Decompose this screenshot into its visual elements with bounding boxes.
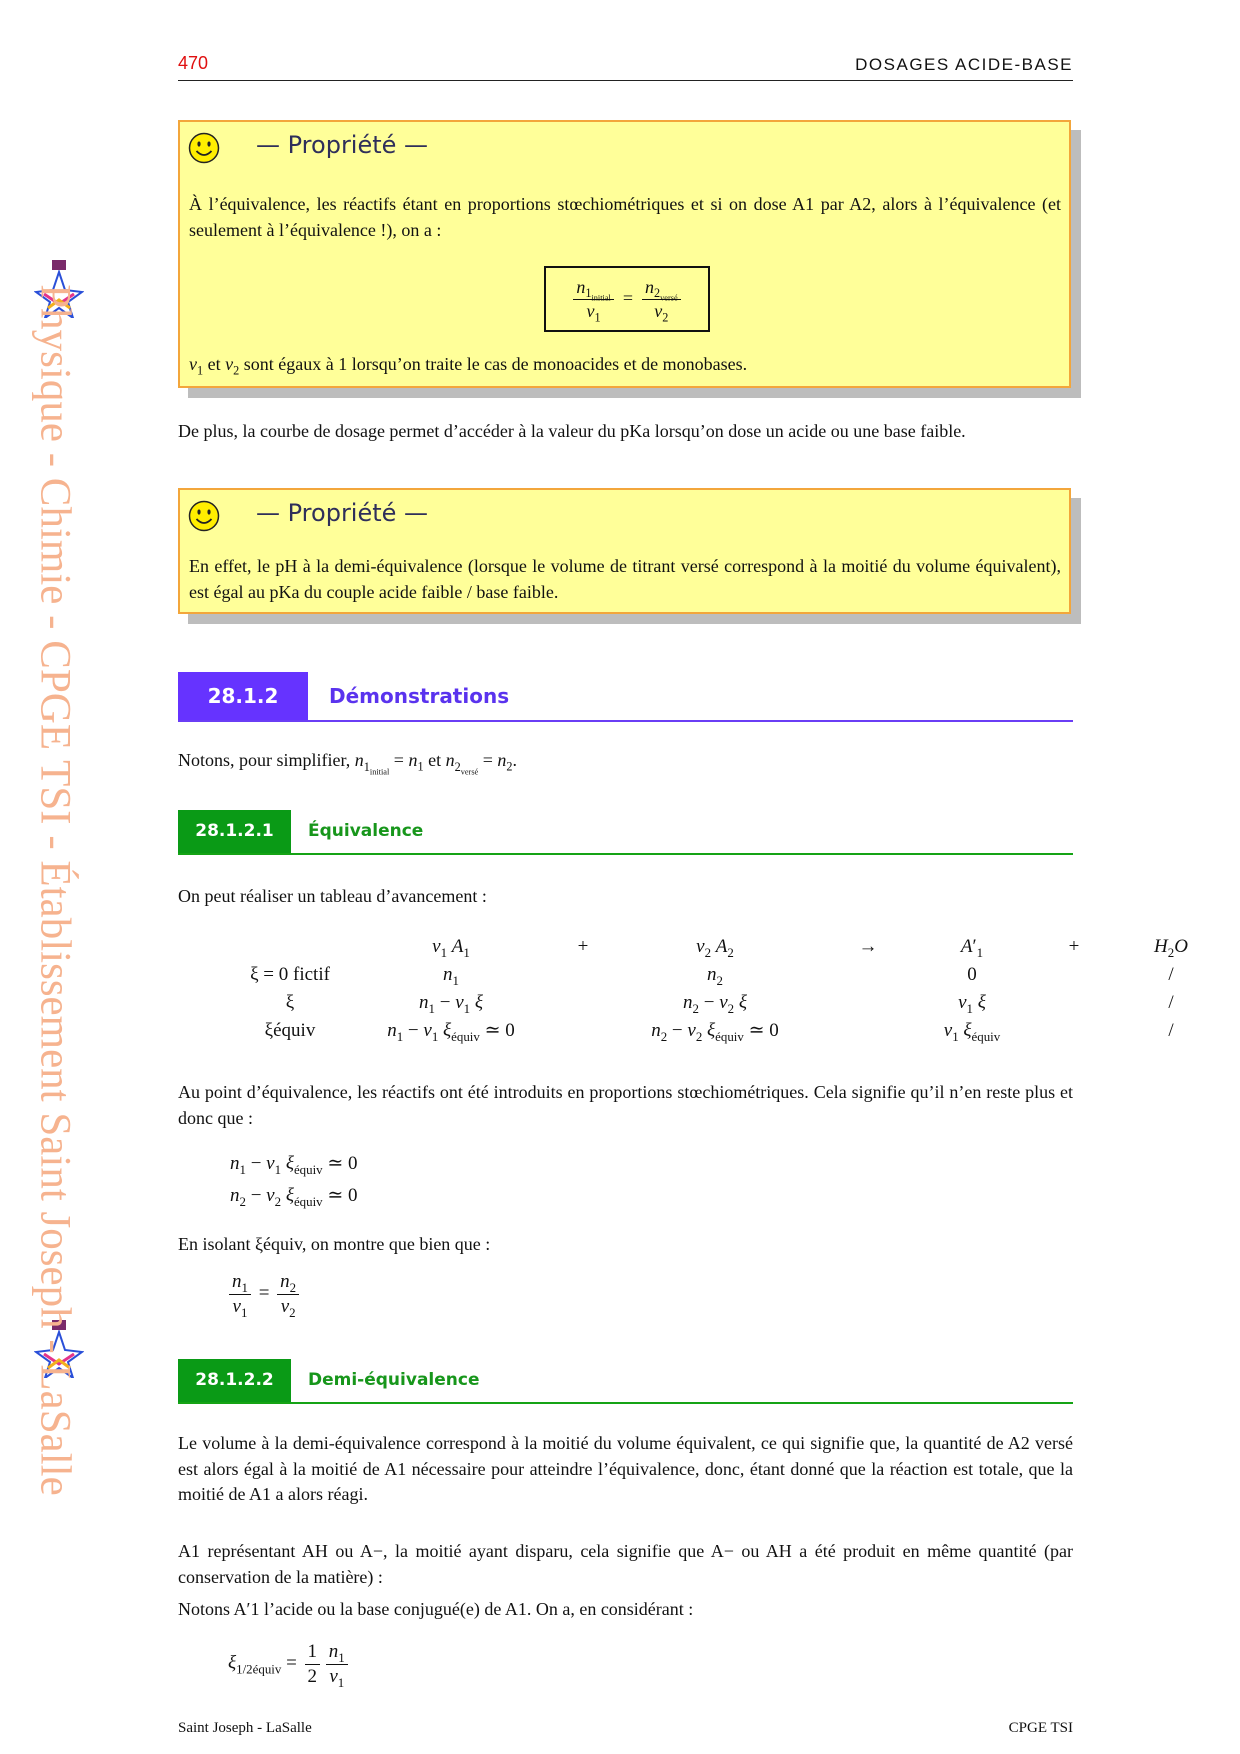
section-title: Démonstrations	[329, 684, 510, 708]
ratio-equation: $\frac{n_1}{\nu_1}$ = $\frac{n_2}{\nu_2}$	[226, 1270, 302, 1319]
page-header	[178, 54, 1073, 81]
notons-paragraph: Notons, pour simplifier, $n_{1_{initial}} = n_1$ et $n_{2_{versé}} = n_2$.	[178, 750, 518, 777]
isolant-paragraph: En isolant ξéquiv, on montre que bien que :	[178, 1234, 491, 1254]
table-row: ξéquiv $n_1 - \nu_1$ $\xi_{équiv}$ ≃ 0 $n_2 - \nu_2$ $\xi_{équiv}$ ≃ 0 $\nu_1$ $\xi_{équiv}$ /	[264, 1019, 1174, 1044]
property-box-2	[178, 488, 1071, 614]
property-note: $\nu_1$ et $\nu_2$ sont égaux à 1 lorsqu’on traite le cas de monoacides et de monobases.	[189, 354, 748, 378]
smiley-icon	[188, 132, 220, 164]
section-heading	[178, 672, 1073, 722]
subsection-title: Équivalence	[308, 821, 424, 841]
footer-right: CPGE TSI	[1008, 1720, 1073, 1736]
smiley-icon	[188, 500, 220, 532]
table-row: ξ = 0 fictif $n_1$ $n_2$ 0 /	[250, 963, 1174, 988]
demi-equivalence-paragraph: Le volume à la demi-équivalence correspond à la moitié du volume équivalent, ce qui signifie que, la quantité de A2 versé est alors égal à la moitié de A1 nécessaire pour atteindre l’équivalence, donc, étant donné que la réaction est totale, que la moitié de A1 a alors réagi.	[178, 1433, 1073, 1505]
footer-left: Saint Joseph - LaSalle	[178, 1720, 312, 1736]
sidebar-vertical-text: Physique - Chimie - CPGE TSI - Établissement Saint Joseph - LaSalle	[31, 284, 79, 1496]
section-number: 28.1.2	[178, 672, 308, 720]
representant-paragraph: A1 représentant AH ou A−, la moitié ayant disparu, cela signifie que A− ou AH a été produit en même quantité (par conservation de la matière) :	[178, 1541, 1073, 1587]
notons-conjugue-paragraph: Notons A′1 l’acide ou la base conjugué(e) de A1. On a, en considérant :	[178, 1599, 694, 1619]
equivalence-equations: $n_1 - \nu_1$ $\xi_{équiv}$ ≃ 0 $n_2 - \nu_2$ $\xi_{équiv}$ ≃ 0	[230, 1153, 358, 1209]
property-text: À l’équivalence, les réactifs étant en proportions stœchiométriques et si on dose A1 par A2, alors à l’équivalence (et seulement à l’équivalence !), on a :	[189, 194, 1061, 240]
tableau-intro: On peut réaliser un tableau d’avancement :	[178, 886, 487, 906]
half-equivalence-equation: $\xi_{1/2équiv}$ = $\frac{1}{2}$ $\frac{n_1}{\nu_1}$	[228, 1640, 351, 1689]
subsection-number: 28.1.2.2	[178, 1359, 291, 1402]
chapter-title: DOSAGES ACIDE-BASE	[855, 54, 1073, 74]
page-number: 470	[178, 53, 209, 74]
page-footer	[178, 1718, 1073, 1739]
property-title: — Propriété —	[256, 131, 429, 159]
advancement-table	[240, 933, 1228, 1045]
equivalence-paragraph: Au point d’équivalence, les réactifs ont été introduits en proportions stœchiométriques. Cela signifie qu’il n’en reste plus et donc que :	[178, 1082, 1073, 1128]
property-title: — Propriété —	[256, 499, 429, 527]
subsection-title: Demi-équivalence	[308, 1370, 480, 1390]
equivalence-formula-box: $\frac{n_{1_{initial}}}{\nu_1}$ = $\frac{n_{2_{versé}}}{\nu_2}$	[544, 266, 710, 332]
subsection-heading	[178, 810, 1073, 855]
table-row: $\nu_1$ $A_1$ + $\nu_2$ $A_2$ → $A'_1$ + $H_2O$	[432, 935, 1188, 960]
property-text: En effet, le pH à la demi-équivalence (lorsque le volume de titrant versé correspond à la moitié du volume équivalent), est égal au pKa du couple acide faible / base faible.	[189, 556, 1061, 602]
subsection-number: 28.1.2.1	[178, 810, 291, 853]
paragraph-pka: De plus, la courbe de dosage permet d’accéder à la valeur du pKa lorsqu’on dose un acide ou une base faible.	[178, 421, 966, 441]
subsection-heading	[178, 1359, 1073, 1404]
property-box-1	[178, 120, 1071, 388]
table-row: ξ $n_1 - \nu_1$ ξ $n_2 - \nu_2$ ξ $\nu_1$ ξ /	[285, 991, 1174, 1016]
